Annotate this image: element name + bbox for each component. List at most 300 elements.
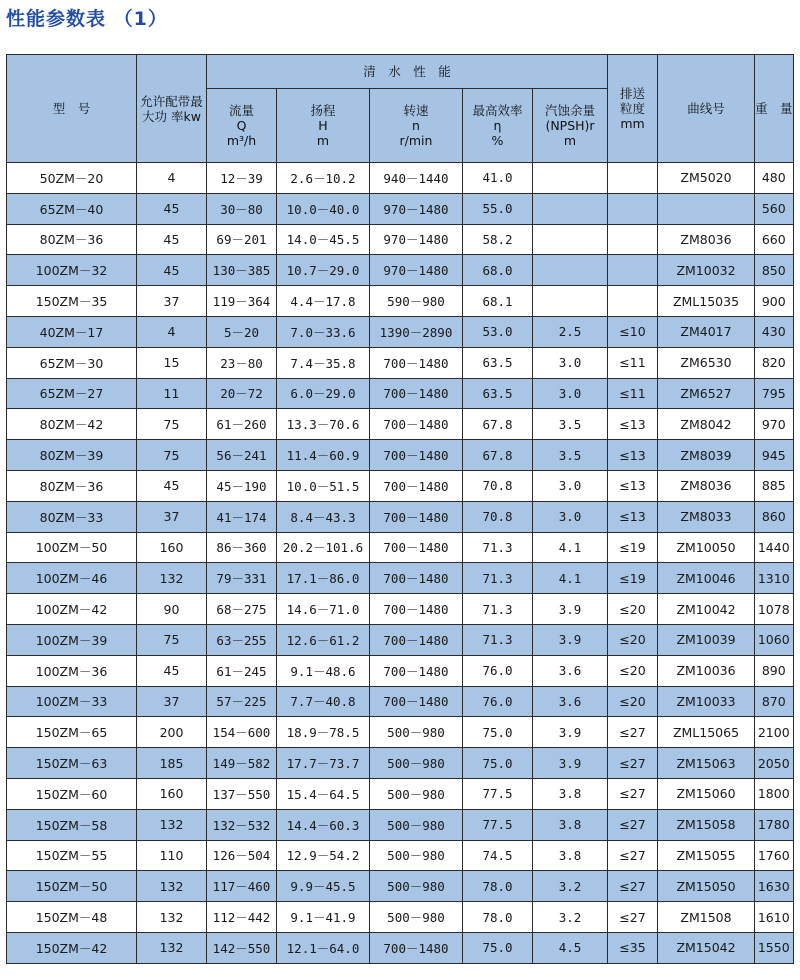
cell-head: 18.9－78.5 (277, 717, 370, 748)
cell-curve: ZM10046 (658, 563, 755, 594)
cell-weight: 1550 (755, 932, 794, 963)
cell-npsh: 3.2 (533, 871, 608, 902)
header-flow: 流量 Q m³/h (207, 89, 277, 163)
table-row (7, 378, 794, 409)
cell-curve: ZM6530 (658, 347, 755, 378)
cell-head: 15.4－64.5 (277, 778, 370, 809)
cell-speed: 500－980 (370, 840, 463, 871)
cell-head: 11.4－60.9 (277, 440, 370, 471)
cell-weight: 1610 (755, 902, 794, 933)
cell-particle: ≤13 (608, 409, 658, 440)
cell-npsh: 3.9 (533, 748, 608, 779)
cell-flow: 61－245 (207, 655, 277, 686)
cell-efficiency: 68.1 (463, 286, 533, 317)
cell-head: 14.4－60.3 (277, 809, 370, 840)
header-model: 型 号 (7, 55, 137, 163)
performance-table (6, 54, 794, 964)
cell-efficiency: 71.3 (463, 594, 533, 625)
cell-head: 20.2－101.6 (277, 532, 370, 563)
cell-flow: 132－532 (207, 809, 277, 840)
cell-power: 160 (137, 532, 207, 563)
cell-curve: ZM15050 (658, 871, 755, 902)
table-row (7, 255, 794, 286)
cell-efficiency: 67.8 (463, 440, 533, 471)
cell-npsh: 4.1 (533, 563, 608, 594)
cell-particle (608, 163, 658, 194)
cell-particle: ≤20 (608, 686, 658, 717)
cell-power: 185 (137, 748, 207, 779)
table-row (7, 347, 794, 378)
cell-efficiency: 41.0 (463, 163, 533, 194)
cell-weight: 2100 (755, 717, 794, 748)
cell-speed: 590－980 (370, 286, 463, 317)
cell-npsh: 3.6 (533, 655, 608, 686)
cell-efficiency: 75.0 (463, 717, 533, 748)
cell-speed: 940－1440 (370, 163, 463, 194)
header-npsh: 汽蚀余量 (NPSH)r m (533, 89, 608, 163)
cell-npsh: 3.0 (533, 347, 608, 378)
cell-power: 11 (137, 378, 207, 409)
cell-model: 100ZM－42 (7, 594, 137, 625)
cell-head: 14.0－45.5 (277, 224, 370, 255)
cell-npsh: 3.9 (533, 717, 608, 748)
cell-weight: 1780 (755, 809, 794, 840)
cell-curve: ZM10032 (658, 255, 755, 286)
table-row (7, 902, 794, 933)
cell-power: 160 (137, 778, 207, 809)
cell-speed: 500－980 (370, 778, 463, 809)
cell-curve: ZM1508 (658, 902, 755, 933)
cell-power: 37 (137, 686, 207, 717)
cell-model: 40ZM－17 (7, 316, 137, 347)
cell-speed: 500－980 (370, 902, 463, 933)
cell-speed: 700－1480 (370, 686, 463, 717)
cell-curve: ZM15042 (658, 932, 755, 963)
cell-particle: ≤20 (608, 655, 658, 686)
cell-model: 150ZM－58 (7, 809, 137, 840)
cell-curve: ZM4017 (658, 316, 755, 347)
cell-npsh: 3.8 (533, 778, 608, 809)
cell-particle: ≤13 (608, 440, 658, 471)
cell-head: 10.0－40.0 (277, 193, 370, 224)
header-power: 允许配带最大功 率kw (137, 55, 207, 163)
cell-speed: 970－1480 (370, 193, 463, 224)
cell-flow: 126－504 (207, 840, 277, 871)
cell-weight: 870 (755, 686, 794, 717)
cell-speed: 700－1480 (370, 532, 463, 563)
cell-efficiency: 75.0 (463, 748, 533, 779)
cell-power: 45 (137, 470, 207, 501)
cell-curve: ZM15063 (658, 748, 755, 779)
cell-weight: 850 (755, 255, 794, 286)
cell-weight: 1800 (755, 778, 794, 809)
table-row (7, 224, 794, 255)
cell-power: 45 (137, 224, 207, 255)
cell-power: 75 (137, 409, 207, 440)
cell-efficiency: 55.0 (463, 193, 533, 224)
table-row (7, 686, 794, 717)
cell-particle: ≤10 (608, 316, 658, 347)
cell-power: 45 (137, 655, 207, 686)
cell-power: 45 (137, 193, 207, 224)
cell-power: 15 (137, 347, 207, 378)
cell-power: 132 (137, 902, 207, 933)
cell-flow: 61－260 (207, 409, 277, 440)
cell-speed: 700－1480 (370, 409, 463, 440)
cell-npsh (533, 163, 608, 194)
cell-weight: 970 (755, 409, 794, 440)
cell-model: 65ZM－30 (7, 347, 137, 378)
cell-curve: ZM15055 (658, 840, 755, 871)
cell-weight: 1060 (755, 624, 794, 655)
cell-model: 80ZM－36 (7, 470, 137, 501)
cell-head: 2.6－10.2 (277, 163, 370, 194)
cell-head: 9.1－48.6 (277, 655, 370, 686)
cell-particle: ≤13 (608, 470, 658, 501)
cell-npsh (533, 193, 608, 224)
cell-particle: ≤27 (608, 748, 658, 779)
cell-efficiency: 70.8 (463, 470, 533, 501)
cell-flow: 12－39 (207, 163, 277, 194)
cell-weight: 795 (755, 378, 794, 409)
cell-speed: 500－980 (370, 717, 463, 748)
cell-speed: 700－1480 (370, 563, 463, 594)
cell-power: 37 (137, 286, 207, 317)
cell-weight: 1310 (755, 563, 794, 594)
table-row (7, 594, 794, 625)
cell-flow: 142－550 (207, 932, 277, 963)
cell-power: 75 (137, 624, 207, 655)
table-row (7, 193, 794, 224)
cell-efficiency: 77.5 (463, 809, 533, 840)
cell-model: 80ZM－42 (7, 409, 137, 440)
cell-efficiency: 77.5 (463, 778, 533, 809)
cell-flow: 149－582 (207, 748, 277, 779)
cell-weight: 1440 (755, 532, 794, 563)
cell-speed: 700－1480 (370, 440, 463, 471)
cell-weight: 885 (755, 470, 794, 501)
cell-power: 4 (137, 316, 207, 347)
cell-speed: 700－1480 (370, 655, 463, 686)
cell-weight: 820 (755, 347, 794, 378)
cell-head: 10.7－29.0 (277, 255, 370, 286)
cell-efficiency: 71.3 (463, 563, 533, 594)
cell-curve: ZM8036 (658, 470, 755, 501)
cell-efficiency: 58.2 (463, 224, 533, 255)
cell-speed: 700－1480 (370, 594, 463, 625)
header-weight: 重 量 (755, 55, 794, 163)
cell-model: 100ZM－50 (7, 532, 137, 563)
cell-model: 80ZM－36 (7, 224, 137, 255)
table-row (7, 563, 794, 594)
cell-npsh: 4.5 (533, 932, 608, 963)
header-clear-water: 清 水 性 能 (207, 55, 608, 89)
cell-head: 9.1－41.9 (277, 902, 370, 933)
table-row (7, 470, 794, 501)
cell-model: 100ZM－36 (7, 655, 137, 686)
cell-speed: 700－1480 (370, 501, 463, 532)
cell-flow: 69－201 (207, 224, 277, 255)
cell-npsh: 3.2 (533, 902, 608, 933)
table-row (7, 440, 794, 471)
cell-npsh: 3.9 (533, 594, 608, 625)
cell-flow: 137－550 (207, 778, 277, 809)
header-speed: 转速 n r/min (370, 89, 463, 163)
cell-particle: ≤19 (608, 563, 658, 594)
cell-speed: 700－1480 (370, 378, 463, 409)
cell-particle: ≤20 (608, 594, 658, 625)
cell-head: 7.0－33.6 (277, 316, 370, 347)
cell-npsh: 2.5 (533, 316, 608, 347)
header-curve: 曲线号 (658, 55, 755, 163)
table-row (7, 809, 794, 840)
cell-particle (608, 193, 658, 224)
cell-flow: 5－20 (207, 316, 277, 347)
cell-model: 100ZM－32 (7, 255, 137, 286)
cell-model: 150ZM－63 (7, 748, 137, 779)
cell-weight: 560 (755, 193, 794, 224)
cell-head: 6.0－29.0 (277, 378, 370, 409)
cell-curve: ZM15058 (658, 809, 755, 840)
cell-flow: 57－225 (207, 686, 277, 717)
cell-model: 65ZM－27 (7, 378, 137, 409)
cell-curve: ZM15060 (658, 778, 755, 809)
cell-npsh: 3.8 (533, 809, 608, 840)
cell-npsh: 3.9 (533, 624, 608, 655)
cell-power: 4 (137, 163, 207, 194)
page-title: 性能参数表 （1） (6, 8, 168, 30)
cell-npsh: 3.0 (533, 378, 608, 409)
cell-particle (608, 286, 658, 317)
cell-speed: 970－1480 (370, 224, 463, 255)
table-body (7, 163, 794, 964)
table-row (7, 501, 794, 532)
cell-curve: ZM10039 (658, 624, 755, 655)
cell-speed: 500－980 (370, 871, 463, 902)
cell-model: 50ZM－20 (7, 163, 137, 194)
cell-weight: 900 (755, 286, 794, 317)
cell-head: 12.9－54.2 (277, 840, 370, 871)
cell-model: 100ZM－39 (7, 624, 137, 655)
cell-model: 100ZM－33 (7, 686, 137, 717)
cell-model: 150ZM－55 (7, 840, 137, 871)
header-particle: 排送 粒度 mm (608, 55, 658, 163)
cell-efficiency: 67.8 (463, 409, 533, 440)
cell-head: 17.1－86.0 (277, 563, 370, 594)
cell-efficiency: 71.3 (463, 532, 533, 563)
cell-particle: ≤27 (608, 871, 658, 902)
cell-weight: 890 (755, 655, 794, 686)
cell-head: 13.3－70.6 (277, 409, 370, 440)
cell-flow: 154－600 (207, 717, 277, 748)
cell-speed: 970－1480 (370, 255, 463, 286)
table-row (7, 532, 794, 563)
table-row (7, 717, 794, 748)
cell-particle: ≤27 (608, 902, 658, 933)
cell-head: 12.6－61.2 (277, 624, 370, 655)
cell-power: 45 (137, 255, 207, 286)
cell-model: 80ZM－33 (7, 501, 137, 532)
cell-particle: ≤27 (608, 840, 658, 871)
cell-weight: 660 (755, 224, 794, 255)
cell-particle: ≤11 (608, 378, 658, 409)
cell-npsh: 3.0 (533, 470, 608, 501)
cell-speed: 1390－2890 (370, 316, 463, 347)
cell-flow: 63－255 (207, 624, 277, 655)
cell-npsh (533, 255, 608, 286)
table-row (7, 163, 794, 194)
cell-flow: 56－241 (207, 440, 277, 471)
cell-weight: 1630 (755, 871, 794, 902)
cell-curve: ZM8033 (658, 501, 755, 532)
cell-model: 80ZM－39 (7, 440, 137, 471)
cell-npsh: 3.5 (533, 409, 608, 440)
cell-flow: 86－360 (207, 532, 277, 563)
cell-speed: 700－1480 (370, 470, 463, 501)
cell-weight: 2050 (755, 748, 794, 779)
cell-model: 150ZM－42 (7, 932, 137, 963)
cell-flow: 41－174 (207, 501, 277, 532)
cell-npsh (533, 224, 608, 255)
cell-weight: 1078 (755, 594, 794, 625)
cell-particle: ≤27 (608, 809, 658, 840)
cell-head: 8.4－43.3 (277, 501, 370, 532)
cell-curve: ZM8036 (658, 224, 755, 255)
cell-power: 132 (137, 932, 207, 963)
cell-efficiency: 75.0 (463, 932, 533, 963)
cell-flow: 117－460 (207, 871, 277, 902)
cell-speed: 700－1480 (370, 347, 463, 378)
cell-curve (658, 193, 755, 224)
cell-curve: ZM8042 (658, 409, 755, 440)
cell-head: 12.1－64.0 (277, 932, 370, 963)
cell-speed: 500－980 (370, 748, 463, 779)
table-row (7, 409, 794, 440)
table-row (7, 840, 794, 871)
cell-efficiency: 74.5 (463, 840, 533, 871)
cell-flow: 112－442 (207, 902, 277, 933)
header-head: 扬程 H m (277, 89, 370, 163)
cell-head: 7.4－35.8 (277, 347, 370, 378)
cell-flow: 79－331 (207, 563, 277, 594)
cell-particle: ≤19 (608, 532, 658, 563)
cell-curve: ZM6527 (658, 378, 755, 409)
cell-curve: ZM8039 (658, 440, 755, 471)
cell-power: 75 (137, 440, 207, 471)
cell-efficiency: 68.0 (463, 255, 533, 286)
cell-particle: ≤27 (608, 717, 658, 748)
cell-model: 150ZM－48 (7, 902, 137, 933)
cell-speed: 700－1480 (370, 624, 463, 655)
cell-npsh: 3.6 (533, 686, 608, 717)
table-row (7, 624, 794, 655)
cell-particle: ≤13 (608, 501, 658, 532)
cell-efficiency: 78.0 (463, 902, 533, 933)
cell-flow: 20－72 (207, 378, 277, 409)
cell-power: 132 (137, 809, 207, 840)
cell-model: 150ZM－35 (7, 286, 137, 317)
header-efficiency: 最高效率 η % (463, 89, 533, 163)
cell-weight: 480 (755, 163, 794, 194)
table-row (7, 286, 794, 317)
cell-npsh: 4.1 (533, 532, 608, 563)
cell-head: 17.7－73.7 (277, 748, 370, 779)
table-row (7, 655, 794, 686)
cell-flow: 119－364 (207, 286, 277, 317)
cell-flow: 23－80 (207, 347, 277, 378)
cell-flow: 30－80 (207, 193, 277, 224)
cell-power: 37 (137, 501, 207, 532)
cell-curve: ZM10050 (658, 532, 755, 563)
cell-efficiency: 71.3 (463, 624, 533, 655)
cell-particle: ≤35 (608, 932, 658, 963)
cell-power: 132 (137, 871, 207, 902)
cell-weight: 1760 (755, 840, 794, 871)
table-row (7, 932, 794, 963)
cell-head: 9.9－45.5 (277, 871, 370, 902)
cell-npsh (533, 286, 608, 317)
cell-curve: ZM10036 (658, 655, 755, 686)
cell-curve: ZML15035 (658, 286, 755, 317)
table-row (7, 778, 794, 809)
cell-particle (608, 255, 658, 286)
cell-power: 90 (137, 594, 207, 625)
cell-model: 150ZM－50 (7, 871, 137, 902)
table-row (7, 748, 794, 779)
cell-model: 150ZM－65 (7, 717, 137, 748)
cell-power: 110 (137, 840, 207, 871)
cell-speed: 500－980 (370, 809, 463, 840)
table-row (7, 871, 794, 902)
cell-model: 150ZM－60 (7, 778, 137, 809)
cell-curve: ZM10042 (658, 594, 755, 625)
cell-particle: ≤27 (608, 778, 658, 809)
cell-npsh: 3.8 (533, 840, 608, 871)
cell-efficiency: 63.5 (463, 378, 533, 409)
cell-efficiency: 63.5 (463, 347, 533, 378)
cell-curve: ZM5020 (658, 163, 755, 194)
cell-efficiency: 76.0 (463, 655, 533, 686)
cell-efficiency: 78.0 (463, 871, 533, 902)
cell-npsh: 3.5 (533, 440, 608, 471)
cell-flow: 130－385 (207, 255, 277, 286)
cell-npsh: 3.0 (533, 501, 608, 532)
cell-model: 100ZM－46 (7, 563, 137, 594)
cell-particle: ≤11 (608, 347, 658, 378)
cell-head: 10.0－51.5 (277, 470, 370, 501)
cell-power: 132 (137, 563, 207, 594)
cell-particle: ≤20 (608, 624, 658, 655)
cell-curve: ZML15065 (658, 717, 755, 748)
cell-particle (608, 224, 658, 255)
cell-curve: ZM10033 (658, 686, 755, 717)
cell-flow: 68－275 (207, 594, 277, 625)
cell-model: 65ZM－40 (7, 193, 137, 224)
cell-speed: 700－1480 (370, 932, 463, 963)
cell-weight: 860 (755, 501, 794, 532)
cell-efficiency: 70.8 (463, 501, 533, 532)
cell-weight: 945 (755, 440, 794, 471)
cell-flow: 45－190 (207, 470, 277, 501)
cell-efficiency: 53.0 (463, 316, 533, 347)
cell-efficiency: 76.0 (463, 686, 533, 717)
cell-head: 4.4－17.8 (277, 286, 370, 317)
cell-head: 7.7－40.8 (277, 686, 370, 717)
table-row (7, 316, 794, 347)
cell-power: 200 (137, 717, 207, 748)
cell-head: 14.6－71.0 (277, 594, 370, 625)
cell-weight: 430 (755, 316, 794, 347)
